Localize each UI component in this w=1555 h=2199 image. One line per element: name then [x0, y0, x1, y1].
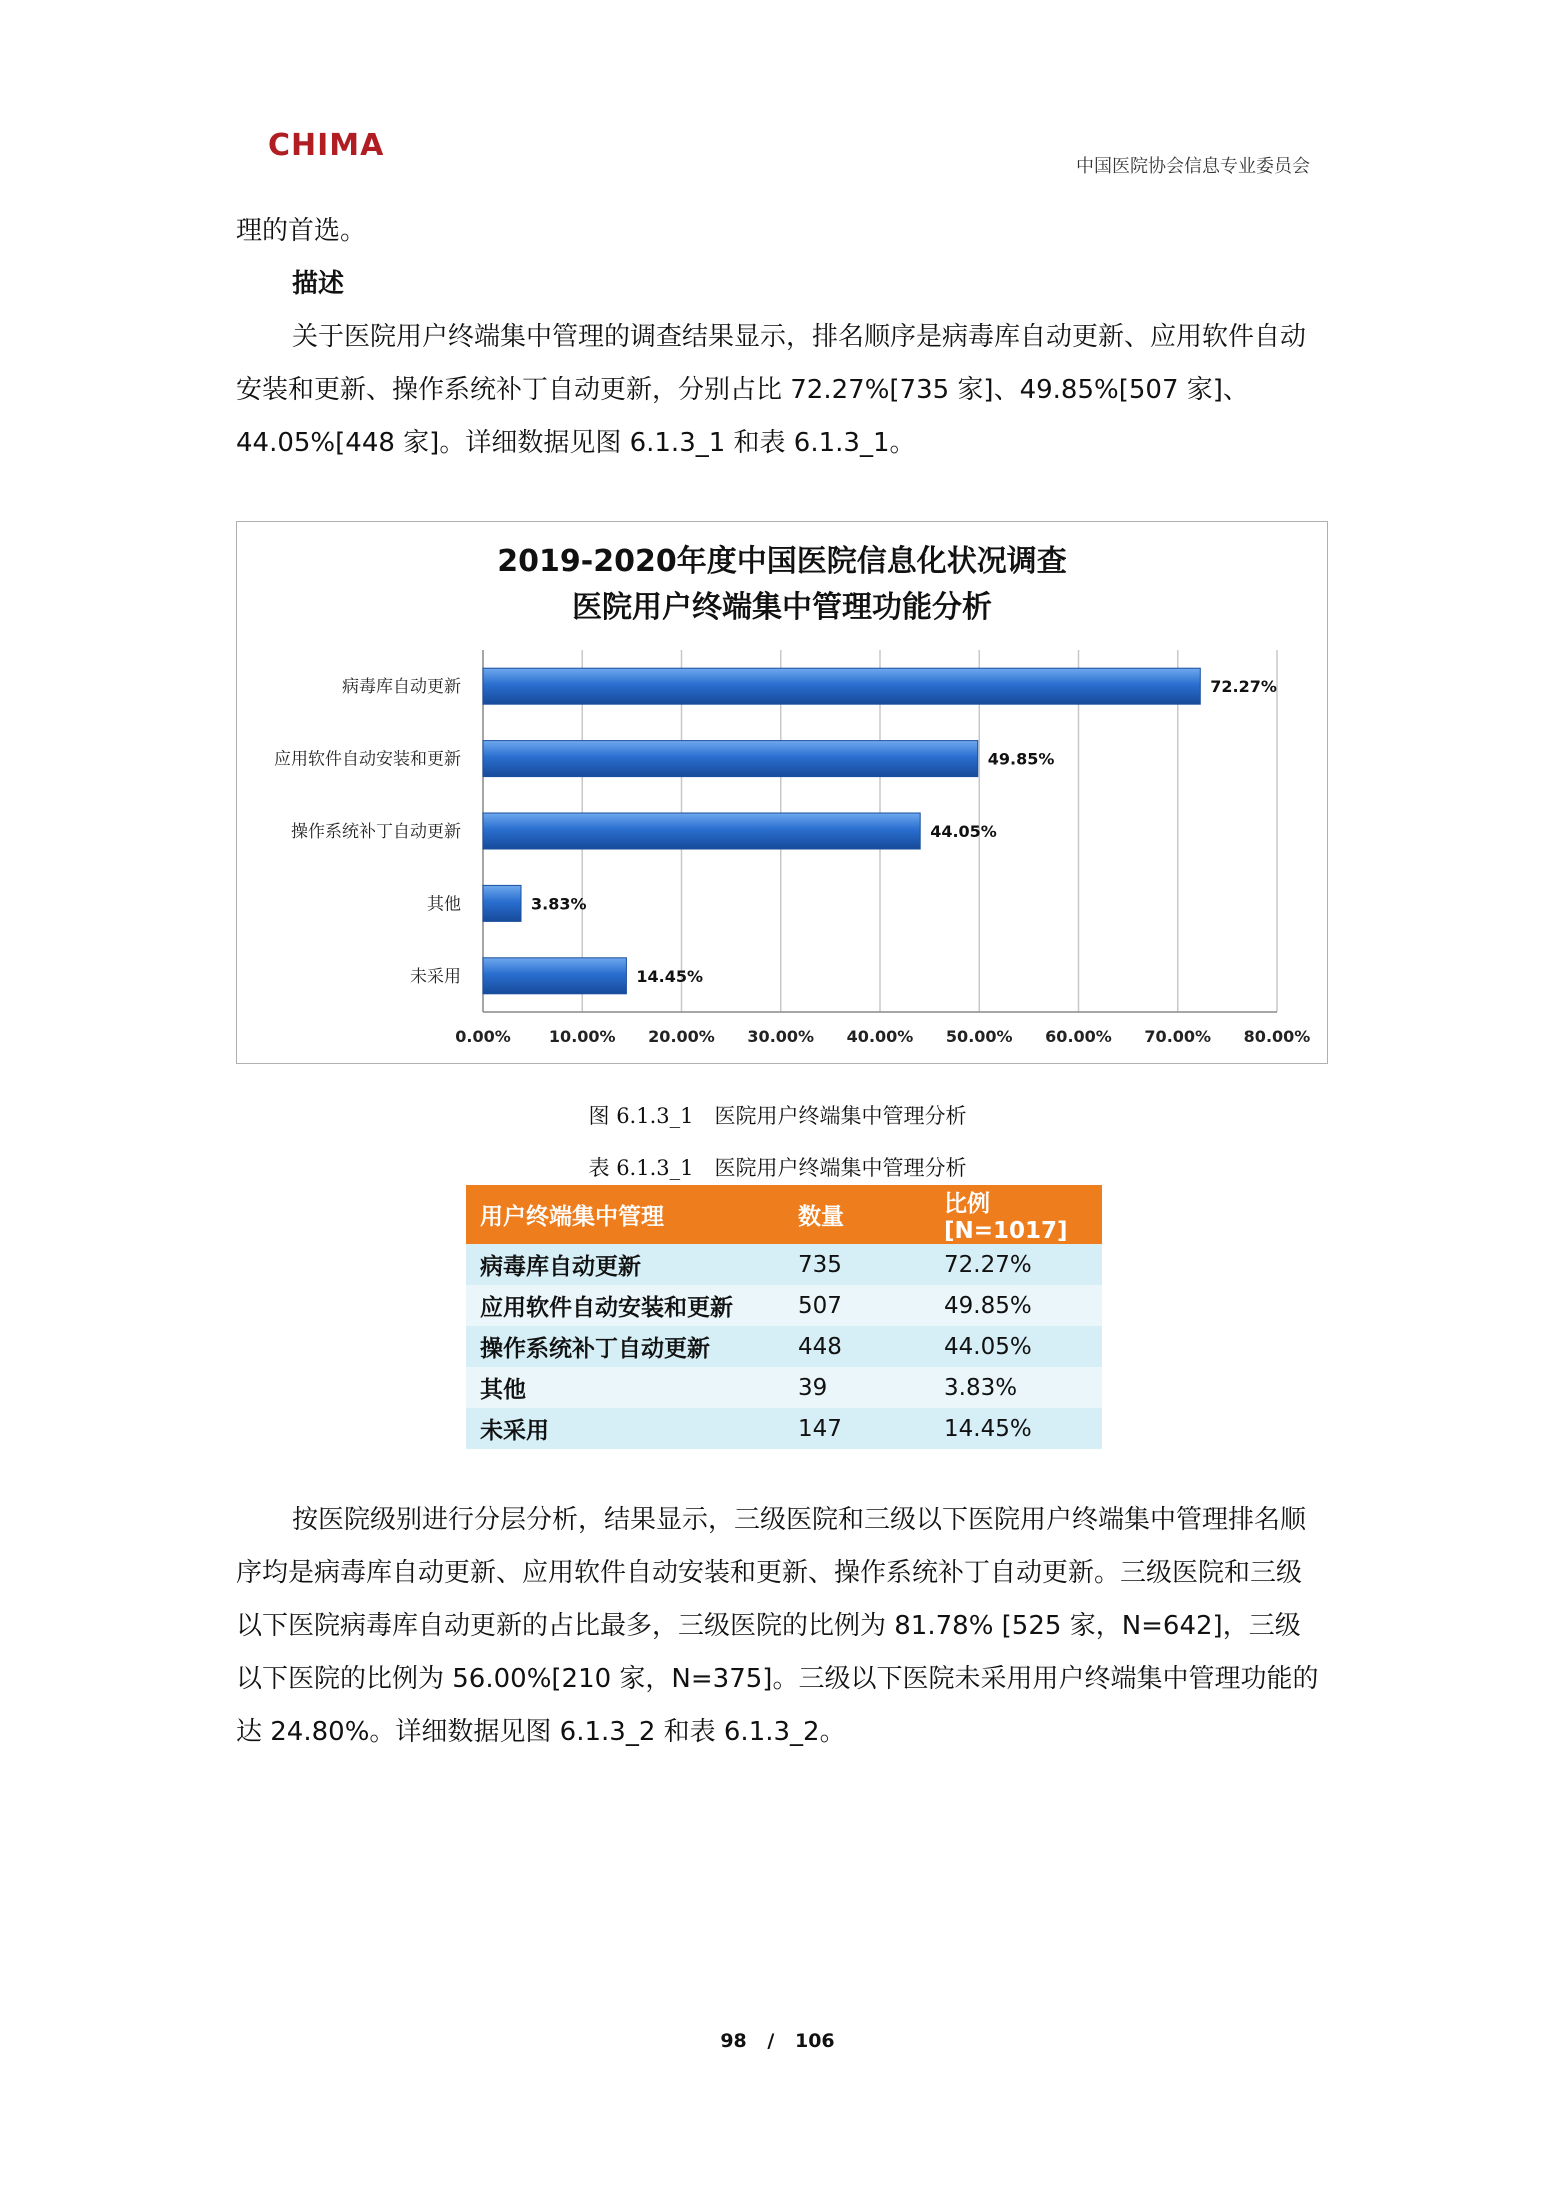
chart-plot [237, 522, 1327, 1063]
cell-ratio: 72.27% [930, 1244, 1102, 1285]
data-table [466, 1185, 1102, 1449]
x-tick-label: 60.00% [1045, 1027, 1112, 1046]
paragraph-continuation: 理的首选。 [236, 216, 367, 246]
cell-category: 操作系统补丁自动更新 [466, 1326, 784, 1367]
bar [483, 958, 626, 994]
category-label: 其他 [427, 894, 461, 915]
page-current: 98 [720, 2030, 747, 2052]
x-tick-label: 10.00% [548, 1027, 616, 1046]
x-tick-label: 80.00% [1243, 1027, 1311, 1046]
x-tick-label: 30.00% [747, 1027, 815, 1046]
header-category: 用户终端集中管理 [466, 1185, 784, 1244]
table-caption: 表 6.1.3_1 医院用户终端集中管理分析 [588, 1156, 967, 1180]
cell-ratio: 44.05% [930, 1326, 1102, 1367]
cell-count: 147 [784, 1408, 930, 1449]
figure-caption: 图 6.1.3_1 医院用户终端集中管理分析 [588, 1104, 967, 1128]
x-tick-label: 50.00% [945, 1027, 1013, 1046]
cell-ratio: 3.83% [930, 1367, 1102, 1408]
paragraph-description: 关于医院用户终端集中管理的调查结果显示，排名顺序是病毒库自动更新、应用软件自动安装和更新、操作系统补丁自动更新，分别占比 72.27%[735 家]、49.85%[507 家]、44.05%[448 家]。详细数据见图 6.1.3_1 和表 6.1.3_1。 [236, 322, 1307, 458]
page-separator: / [767, 2030, 775, 2052]
cell-category: 应用软件自动安装和更新 [466, 1285, 784, 1326]
table-row [466, 1244, 1102, 1285]
table-row [466, 1408, 1102, 1449]
category-label: 未采用 [410, 966, 461, 987]
x-tick-label: 40.00% [846, 1027, 914, 1046]
chart-title-line1: 2019-2020年度中国医院信息化状况调查 [497, 544, 1067, 579]
data-label: 3.83% [531, 894, 587, 914]
chima-logo: CHIMA [268, 128, 385, 163]
cell-count: 448 [784, 1326, 930, 1367]
table-row [466, 1326, 1102, 1367]
cell-count: 735 [784, 1244, 930, 1285]
table-row [466, 1367, 1102, 1408]
page-number [0, 2030, 1555, 2052]
cell-ratio: 14.45% [930, 1408, 1102, 1449]
chart-title-line2: 医院用户终端集中管理功能分析 [572, 590, 992, 625]
data-label: 14.45% [636, 966, 704, 986]
category-label: 操作系统补丁自动更新 [291, 822, 461, 842]
cell-category: 未采用 [466, 1408, 784, 1449]
section-heading: 描述 [292, 269, 345, 299]
header-count: 数量 [784, 1185, 930, 1244]
data-label: 44.05% [930, 822, 997, 841]
category-label: 应用软件自动安装和更新 [274, 749, 461, 770]
org-name: 中国医院协会信息专业委员会 [1076, 156, 1310, 177]
bar [483, 741, 978, 777]
data-label: 72.27% [1210, 677, 1277, 697]
bar [483, 813, 920, 849]
page-total: 106 [794, 2030, 835, 2052]
x-tick-label: 20.00% [648, 1027, 715, 1046]
category-label: 病毒库自动更新 [342, 677, 461, 698]
x-tick-label: 70.00% [1144, 1027, 1212, 1046]
cell-count: 507 [784, 1285, 930, 1326]
bar-chart [236, 521, 1328, 1064]
bar [483, 885, 521, 921]
data-label: 49.85% [987, 749, 1055, 769]
table-row [466, 1285, 1102, 1326]
cell-category: 其他 [466, 1367, 784, 1408]
header-ratio: 比例[N=1017] [930, 1185, 1102, 1244]
cell-category: 病毒库自动更新 [466, 1244, 784, 1285]
bar [483, 668, 1200, 704]
table-header-row [466, 1185, 1102, 1244]
cell-count: 39 [784, 1367, 930, 1408]
x-tick-label: 0.00% [455, 1027, 511, 1046]
cell-ratio: 49.85% [930, 1285, 1102, 1326]
paragraph-analysis: 按医院级别进行分层分析，结果显示，三级医院和三级以下医院用户终端集中管理排名顺序均是病毒库自动更新、应用软件自动安装和更新、操作系统补丁自动更新。三级医院和三级以下医院病毒库自动更新的占比最多，三级医院的比例为 81.78% [525 家，N=642]，三级以下医院的比例为 56.00%[210 家，N=375]。三级以下医院未采用用户终端集中管理功能的达 24.80%。详细数据见图 6.1.3_2 和表 6.1.3_2。 [236, 1505, 1319, 1747]
